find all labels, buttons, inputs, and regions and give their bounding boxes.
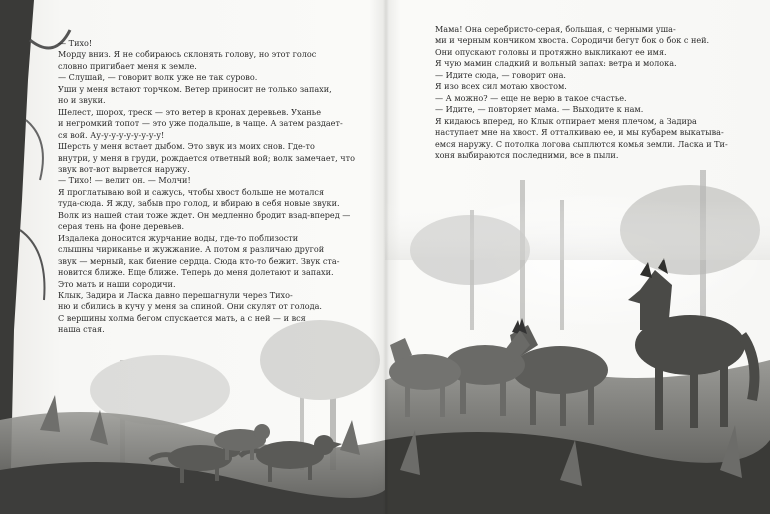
text-line: Волк из нашей стаи тоже ждет. Он медленно бродит взад-вперед — [58,209,351,220]
book-gutter [383,0,389,514]
text-line: но и звуки. [58,95,106,106]
text-line: звук — мерный, как биение сердца. Сюда кто-то бежит. Звук ста- [58,255,340,266]
text-line: С вершины холма бегом спускается мать, а с ней — и вся [58,312,306,323]
text-line: Мама! Она серебристо-серая, большая, с черными уша- [435,24,676,34]
text-line: туда-сюда. Я жду, забыв про голод, и вбираю в себя новые звуки. [58,198,340,209]
text-line: Клык, Задира и Ласка давно перешагнули через Тихо- [58,289,293,300]
left-page-text [58,38,380,336]
text-line: Шерсть у меня встает дыбом. Это звук из моих снов. Где-то [58,141,315,152]
text-line: Я чую мамин сладкий и вольный запах: ветра и молока. [435,58,677,69]
text-line: емся наружу. С потолка логова сыплются комья земли. Ласка и Ти- [435,138,728,149]
text-line: Уши у меня встают торчком. Ветер приносит не только запахи, [58,83,332,94]
text-line: Издалека доносится журчание воды, где-то поблизости [58,232,299,243]
text-line: Это мать и наши сородичи. [58,278,176,289]
text-line: — Слушай, — говорит волк уже не так сурово. [58,72,258,83]
text-line: наступает мне на хвост. Я отталкиваю ее, и мы кубарем выкатыва- [435,127,724,138]
text-line: Я кидаюсь вперед, но Клык отпирает меня плечом, а Задира [435,115,697,126]
text-line: хоня выбираются последними, все в пыли. [435,149,619,160]
text-line: наша стая. [58,324,105,335]
text-line: словно пригибает меня к земле. [58,60,197,71]
text-line: внутри, у меня в груди, рождается ответный вой; волк замечает, что [58,152,355,163]
text-line: ню и сбились в кучу у меня за спиной. Они скулят от голода. [58,301,322,312]
text-line: ся вой. Ау-у-у-у-у-у-у-у-у! [58,129,165,140]
text-line: слышны чириканье и жужжание. А потом я различаю другой [58,244,325,255]
text-line: и негромкий топот — это уже подальше, в чаще. А затем раздает- [58,118,343,129]
text-line: — Тихо! [58,38,93,48]
text-line: — Тихо! — велит он. — Молчи! [58,175,191,186]
text-line: новится ближе. Еще ближе. Теперь до меня долетают и запахи. [58,267,334,278]
text-line: Они опускают головы и протяжно выкликают ее имя. [435,46,667,57]
text-line: — А можно? — еще не верю в такое счастье. [435,92,627,103]
text-line: Шелест, шорох, треск — это ветер в кронах деревьев. Уханье [58,106,322,117]
text-line: серая тень на фоне деревьев. [58,221,185,232]
text-line: Морду вниз. Я не собираюсь склонять голову, но этот голос [58,49,317,60]
text-line: Я изо всех сил мотаю хвостом. [435,81,567,92]
text-line: — Идите сюда, — говорит она. [435,69,566,80]
text-line: ми и черным кончиком хвоста. Сородичи бегут бок о бок с ней. [435,35,710,46]
text-line: Я проглатываю вой и сажусь, чтобы хвост больше не мотался [58,186,325,197]
right-page-text [435,24,735,161]
text-line: — Идите, — повторяет мама. — Выходите к нам. [435,104,644,115]
text-line: звук вот-вот вырвется наружу. [58,163,190,174]
